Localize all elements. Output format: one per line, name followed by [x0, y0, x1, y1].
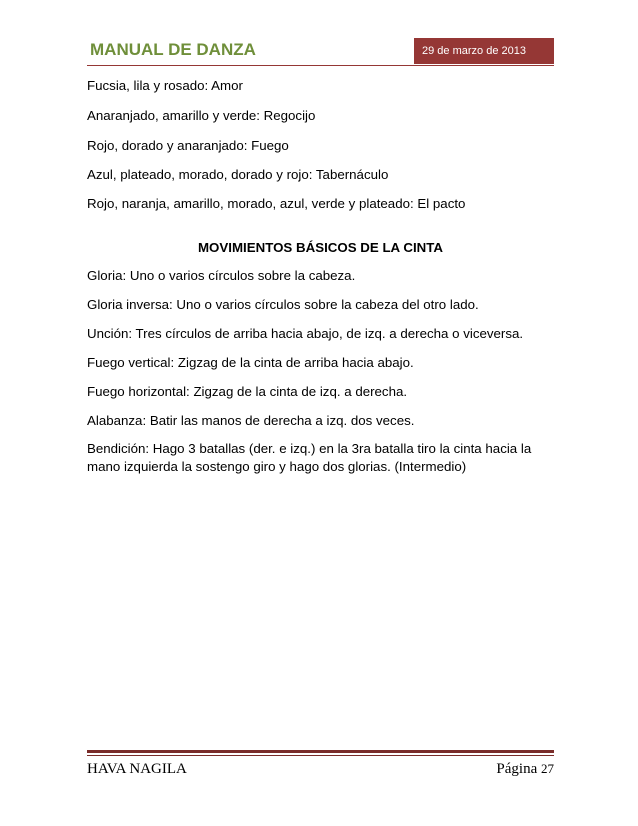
- section-heading: MOVIMIENTOS BÁSICOS DE LA CINTA: [197, 240, 444, 255]
- page-footer: [87, 748, 554, 788]
- page-label: Página: [496, 761, 538, 777]
- page-header: [87, 36, 554, 66]
- color-meaning-line: Rojo, naranja, amarillo, morado, azul, verde y plateado: El pacto: [87, 196, 466, 211]
- movement-line: Fuego vertical: Zigzag de la cinta de arriba hacia abajo.: [87, 355, 414, 370]
- movement-line: Unción: Tres círculos de arriba hacia abajo, de izq. a derecha o viceversa.: [87, 326, 524, 341]
- movement-line: Fuego horizontal: Zigzag de la cinta de izq. a derecha.: [87, 384, 408, 399]
- footer-rule: [87, 750, 554, 753]
- movement-line: Gloria: Uno o varios círculos sobre la cabeza.: [87, 268, 356, 283]
- movement-paragraph: Bendición: Hago 3 batallas (der. e izq.) en la 3ra batalla tiro la cinta hacia la mano izquierda la sostengo giro y hago dos glorias. (Intermedio): [87, 441, 532, 474]
- color-meaning-line: Anaranjado, amarillo y verde: Regocijo: [87, 108, 316, 123]
- header-date: 29 de marzo de 2013: [422, 45, 526, 57]
- page-number-value: 27: [541, 761, 554, 776]
- document-title: MANUAL DE DANZA: [90, 40, 256, 59]
- movement-line: Gloria inversa: Uno o varios círculos sobre la cabeza del otro lado.: [87, 297, 479, 312]
- color-meaning-line: Rojo, dorado y anaranjado: Fuego: [87, 138, 289, 153]
- footer-text: HAVA NAGILA: [87, 761, 187, 777]
- color-meaning-line: Fucsia, lila y rosado: Amor: [87, 78, 243, 93]
- color-meaning-line: Azul, plateado, morado, dorado y rojo: Tabernáculo: [87, 167, 389, 182]
- date-box: [414, 38, 554, 64]
- movement-line: Alabanza: Batir las manos de derecha a izq. dos veces.: [87, 413, 415, 428]
- page-number: [496, 761, 554, 778]
- footer-rule-thin: [87, 755, 554, 756]
- header-rule: [87, 65, 554, 66]
